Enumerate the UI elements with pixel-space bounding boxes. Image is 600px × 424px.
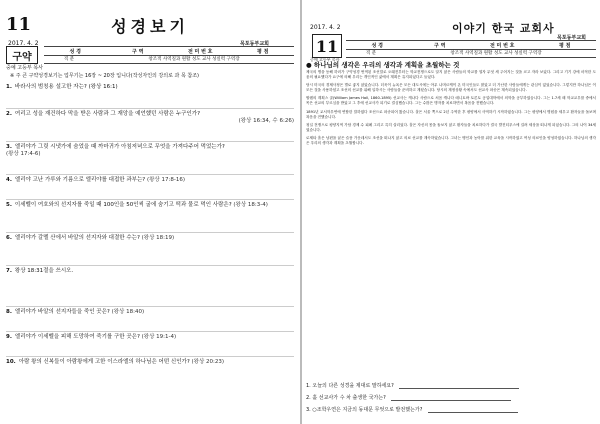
question-number: 1. bbox=[6, 84, 12, 90]
intro-text: ※ 주 큰 구약성경보기는 업무기는 16장 ~ 20장 입니다(작성자인의 강의로 과 목 참조) bbox=[10, 73, 199, 79]
answer-line[interactable] bbox=[399, 388, 519, 389]
article-paragraph: 할렘의 계획스 골(William James Hall, 1860-1895) 선교사는 캐나다 사람으로 처음 캐나다 매니토바 토론토 공업대학에서 의학을 공부하였습니다. 그는 1.7세 때 학교교우를 중에서 목은 선교의 부르심을 받았고 그 후에 선교사가 되기로 결심했습니다. 그는 수많은 병자를 치료하면서 복음을 전했습니다. bbox=[306, 96, 596, 106]
question-item bbox=[6, 82, 294, 109]
question-number: 4. bbox=[6, 177, 12, 183]
question-reference: (왕상 17:8-16) bbox=[146, 177, 185, 183]
info-table-row bbox=[346, 49, 596, 58]
question-item bbox=[6, 109, 294, 142]
page-title: 성경보기 bbox=[111, 17, 189, 36]
question-list bbox=[6, 82, 294, 385]
question-text: 엘리야가 갈멜 산에서 바알의 선지자와 대결한 수는? bbox=[14, 235, 140, 241]
issue-date: 2017. 4. 2 bbox=[8, 40, 39, 47]
question-reference: (왕상 18:19) bbox=[141, 235, 175, 241]
issue-date: 2017. 4. 2 bbox=[310, 24, 341, 31]
question-reference: (왕상 19:1-4) bbox=[141, 334, 177, 340]
answer-line[interactable] bbox=[428, 412, 518, 413]
header-cell: 평 점 bbox=[559, 42, 571, 49]
issue-number: 11 bbox=[312, 34, 342, 58]
header-cell: 구 역 bbox=[132, 48, 144, 55]
question-text: 엘리야가 이세벨을 피해 도망하여 죽기를 구한 곳은? bbox=[14, 334, 140, 340]
question-number: 2. bbox=[6, 111, 12, 117]
question-text: ○조학우연은 지금의 동대문 무엇으로 발전했는가? bbox=[312, 407, 423, 413]
review-question bbox=[306, 394, 596, 401]
question-number: 2. bbox=[306, 395, 311, 401]
question-item bbox=[6, 175, 294, 200]
table-cell: 직 분 bbox=[365, 51, 377, 56]
table-cell: 창조적 사역질과 원활 성도 교사 성실력 구역장 bbox=[148, 57, 240, 62]
info-table-row bbox=[44, 55, 294, 64]
header-cell: 전 미 번 호 bbox=[489, 42, 515, 49]
question-reference: (왕상 16:34, 수 6:26) bbox=[238, 118, 294, 124]
question-number: 6. bbox=[6, 235, 12, 241]
answer-line[interactable] bbox=[391, 400, 511, 401]
question-text: 이세벨이 여호와의 선지자를 죽일 때 100인을 50인씩 굴에 숨기고 떡과 물로 먹인 사람은? bbox=[14, 202, 232, 208]
question-item bbox=[6, 142, 294, 175]
question-number: 9. bbox=[6, 334, 12, 340]
question-text: 엘리야가 그릿 시냇가에 숨었을 때 까마귀가 아침저녁으로 무엇을 가져다주어 먹었는가? bbox=[14, 144, 225, 150]
question-reference: (왕상 20:23) bbox=[191, 359, 225, 365]
question-number: 10. bbox=[6, 359, 16, 365]
question-text: 아람 왕의 신복들이 아람왕에게 고한 이스라엘의 하나님은 어떤 신인가? bbox=[18, 359, 190, 365]
question-number: 7. bbox=[6, 268, 12, 274]
question-item bbox=[6, 266, 294, 307]
question-item bbox=[6, 233, 294, 266]
side-label: 중예 고등부 목사 bbox=[310, 57, 340, 62]
question-number: 1. bbox=[306, 383, 311, 389]
header-cell: 평 점 bbox=[257, 48, 269, 55]
header-cell: 성 경 bbox=[69, 48, 81, 55]
issue-number: 11 bbox=[6, 14, 32, 35]
question-item bbox=[6, 307, 294, 332]
table-cell: 창조적 사역질과 원활 성도 교사 성실력 구역장 bbox=[450, 51, 542, 56]
question-item bbox=[6, 332, 294, 357]
header-cell: 전 미 번 호 bbox=[187, 48, 213, 55]
question-text: 바라사의 범칭용 설고한 자는? (왕상 16:1) bbox=[14, 84, 118, 90]
question-number: 3. bbox=[306, 407, 311, 413]
review-question bbox=[306, 382, 596, 389]
question-text: 오늘의 다른 성경을 제대로 말하세요? bbox=[312, 383, 394, 389]
question-number: 3. bbox=[6, 144, 12, 150]
publisher-name: 목포동부교회 bbox=[240, 41, 269, 47]
section-badge: 구약 bbox=[6, 46, 38, 64]
publisher-name: 목포동부교회 bbox=[557, 35, 586, 41]
side-label: 중예 고등부 목사 bbox=[6, 65, 43, 71]
question-text: 엘리야 고난 가루와 기름으로 엘리야를 대접한 과부는? bbox=[14, 177, 146, 183]
question-text: 왕상 18:31절을 쓰시오. bbox=[14, 268, 74, 274]
article-body bbox=[306, 70, 596, 149]
article-paragraph: 당시 미국의 경제사정은 별로 좋지 않았습니다. 더욱이 뉴욕은 모든 대도시에는 아무 나머르케이 온 미국인들도 많았고 더 가난한 사람들에게는 관심이 없었습니다. 그렇지만 하나님은 이 모든 것을 사용하셨고 조선의 선교를 위해 일하시는 사람들을 준비하고 계셨습니다. 당시의 재정상황 속에서도 선교사 파송은 계속되었습니다. bbox=[306, 83, 596, 93]
article-paragraph: 1891년 교서학우연에 연합한 말하였다 조선으로 파송되어 왔습니다. 홀은 서울 쪽으로 2년 주역한 후 평양에서 사역하기 시작하였습니다. 그는 평양에서 병원을 세우고 환자들을 돌보며 복음을 전했습니다. bbox=[306, 109, 596, 119]
question-text: 홀 선교사가 수 차 출생한 국가는? bbox=[312, 395, 386, 401]
question-text: 여리고 성을 재건하다 막을 받은 사람과 그 재앙을 예언했던 사람은 누구인가? bbox=[14, 111, 201, 117]
article-paragraph: 로제타 홀은 남편을 잃은 슬픔 가운데서도 조선을 떠나지 않고 의료 선교를 계속하였습니다. 그녀는 맹인과 농아를 위한 교육을 시작하였고 여성 의료인을 양성하였습니다. 하나님의 생각은 우리의 생각과 계획을 초월합니다. bbox=[306, 135, 596, 146]
article-paragraph: 청일 전쟁으로 평양지역 가담 경제 수 피폐 그리고 특히 살리었다. 홀은 자신의 몸을 돌보지 않고 환자들을 치료하다가 결국 발진티푸스에 걸려 세상을 떠나게 되었습니다. 그의 나이 34세였습니다. bbox=[306, 122, 596, 132]
question-reference: (왕상 18:40) bbox=[111, 309, 145, 315]
page-title: 이야기 한국 교회사 bbox=[452, 22, 555, 35]
header-cell: 구 역 bbox=[434, 42, 446, 49]
question-text: 엘리야가 바알의 선지자들을 죽인 곳은? bbox=[14, 309, 110, 315]
table-cell: 직 분 bbox=[63, 57, 75, 62]
church-history-page bbox=[302, 0, 600, 424]
question-item bbox=[6, 357, 294, 385]
question-number: 8. bbox=[6, 309, 12, 315]
article-paragraph: 제국의 병을 동해 하러가 구약성경 번역된 조선말로 오래전부터는 학교전쟁으로도 알지 않은 사람들의 학교를 열자 무엇 세 주어지는 것을 코고 자라 보았다. 그리고 기기 강에 마적한 도움의 필요했다가 요구에 의해 우리는 개인적인 삶에서 계획은 유지되었다고 들었다. bbox=[306, 70, 596, 80]
article-headline: ● 하나님의 생각은 우리의 생각과 계획을 초월하는 것 bbox=[306, 61, 460, 69]
header-cell: 성 경 bbox=[371, 42, 383, 49]
question-item bbox=[6, 200, 294, 233]
question-reference: (왕상 18:3-4) bbox=[233, 202, 268, 208]
question-reference: (왕상 17:4-6) bbox=[6, 151, 41, 157]
review-question bbox=[306, 406, 596, 413]
question-number: 5. bbox=[6, 202, 12, 208]
